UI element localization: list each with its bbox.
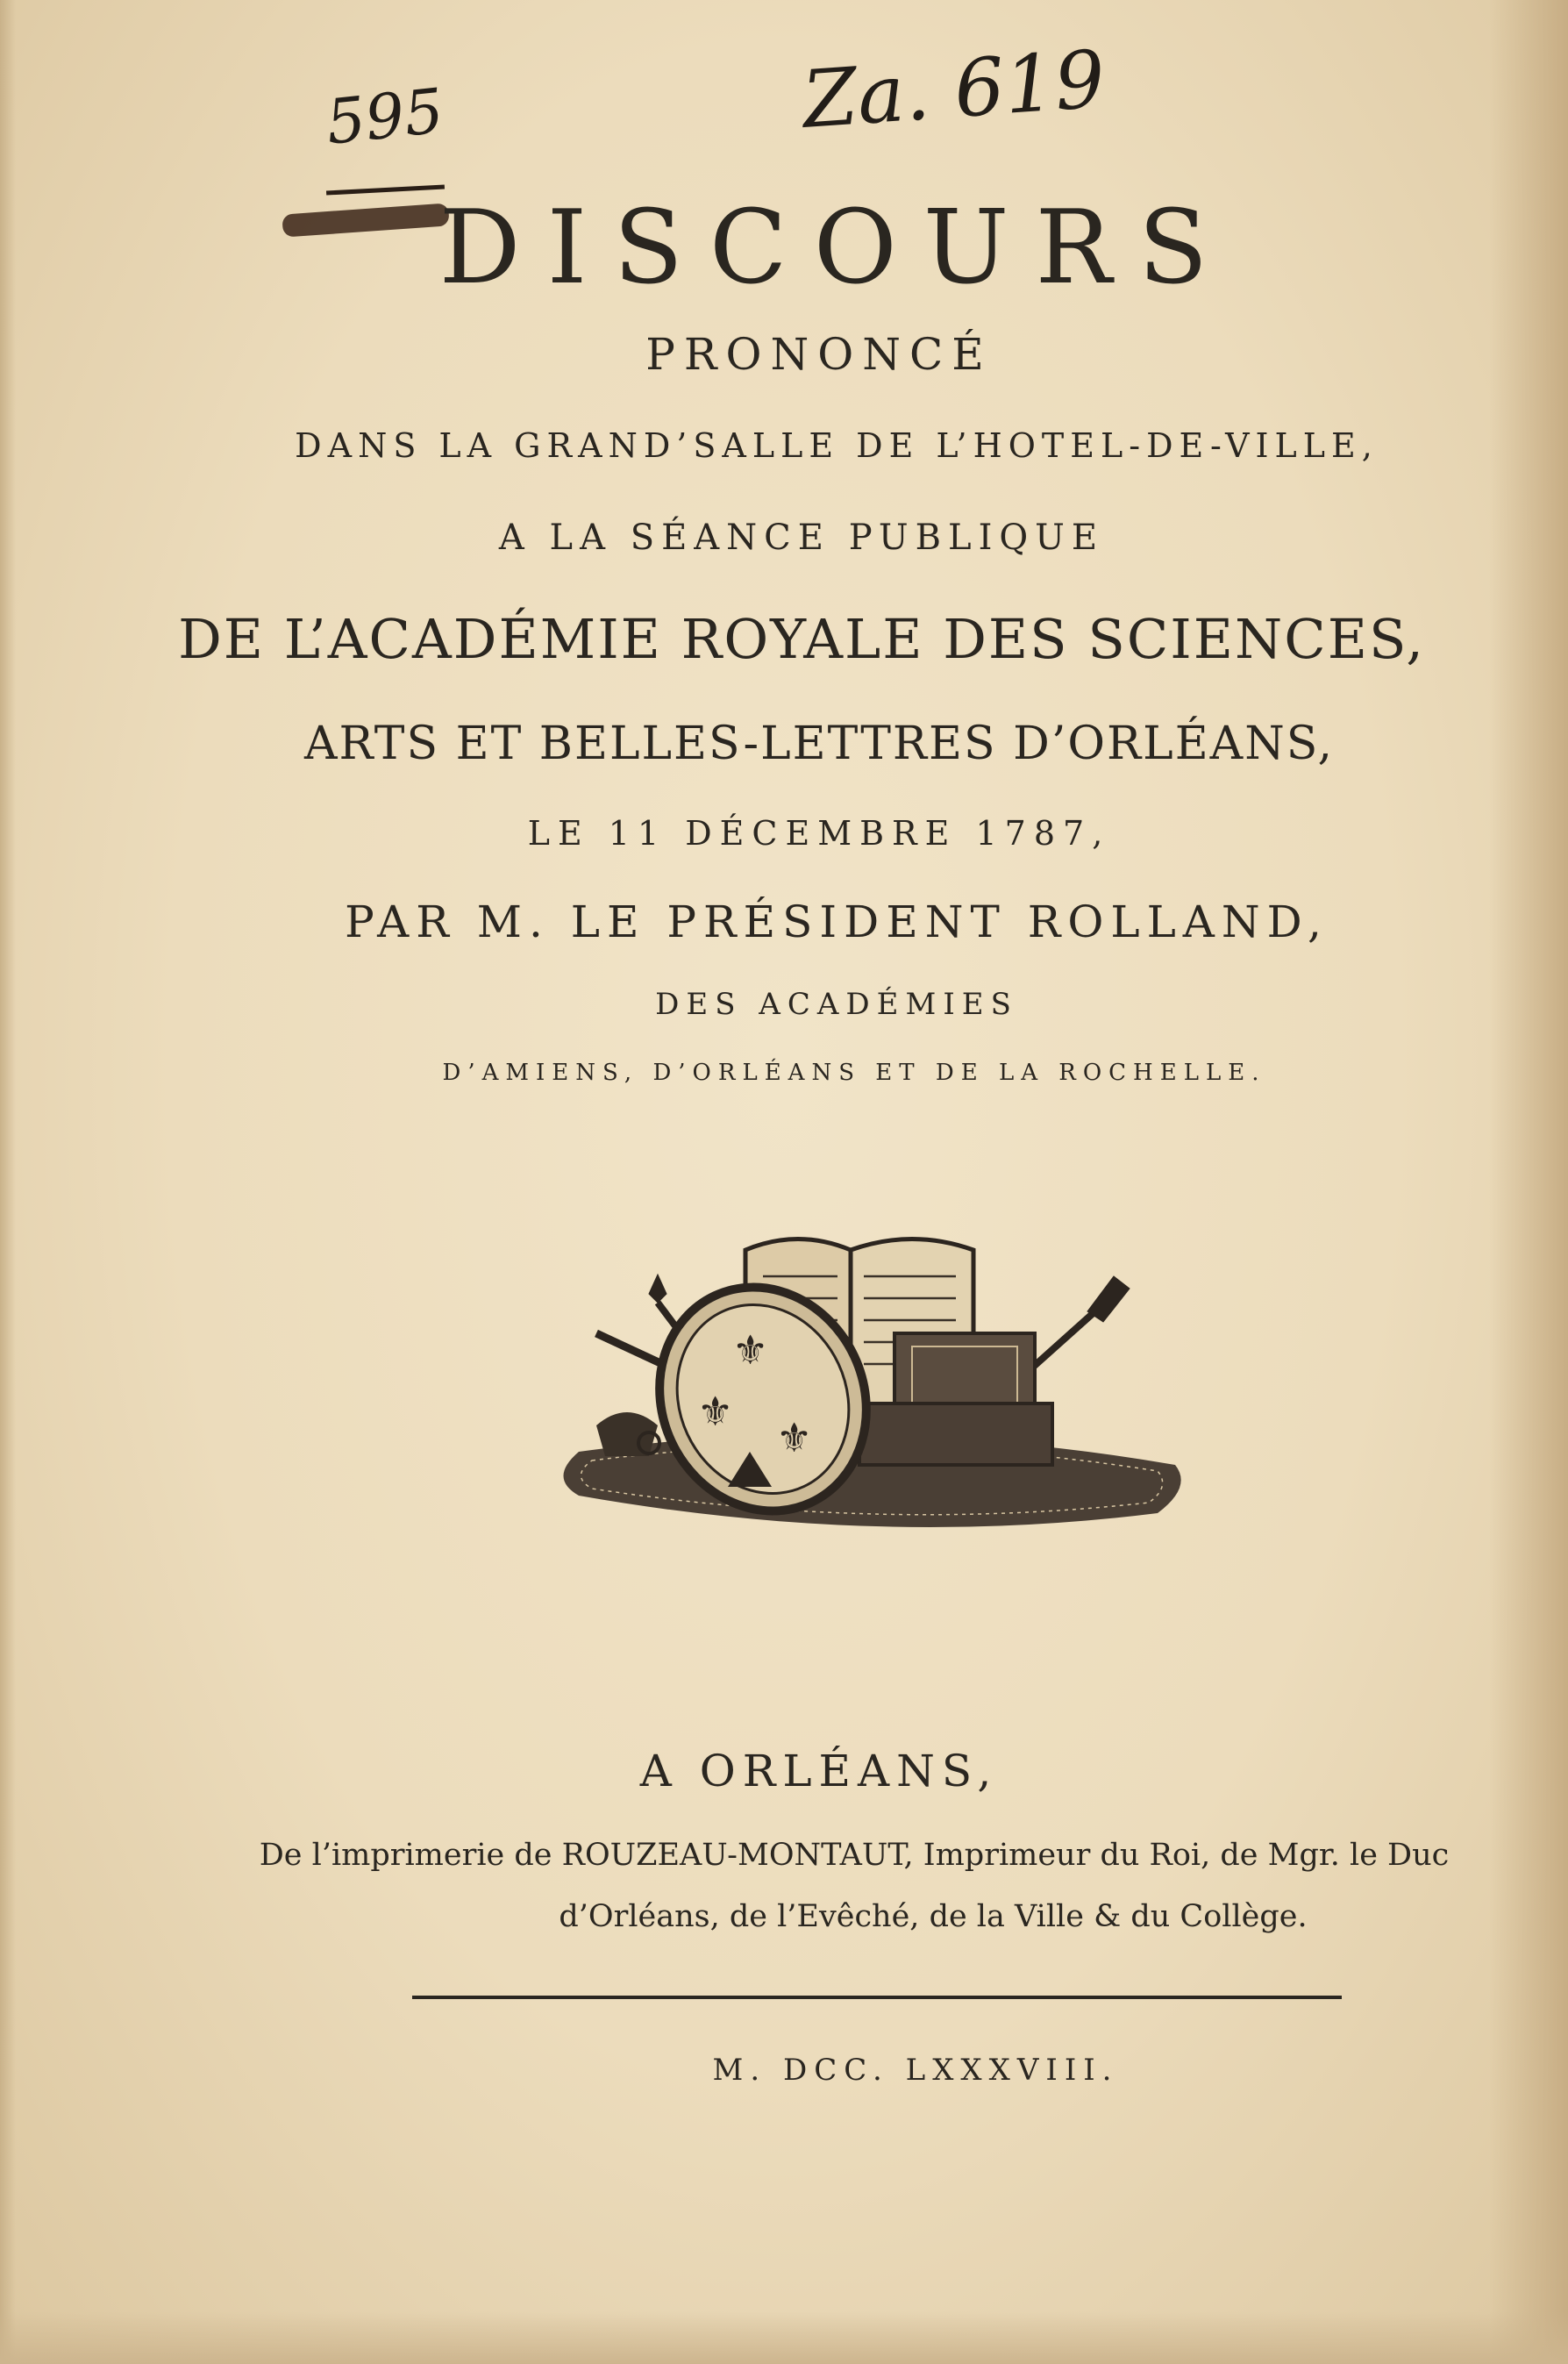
imprint-place: A ORLÉANS, (639, 1746, 999, 1796)
title-discours: DISCOURS (438, 189, 1235, 307)
handwritten-margin-note: 595 (323, 75, 447, 159)
engraved-vignette (544, 1224, 1193, 1592)
title-date: LE 11 DÉCEMBRE 1787, (527, 814, 1111, 853)
title-academy-line2: ARTS ET BELLES-LETTRES D’ORLÉANS, (303, 718, 1335, 770)
handwritten-call-number: Za. 619 (799, 33, 1108, 146)
title-prononce: PRONONCÉ (645, 329, 993, 380)
page-edge-bottom (0, 2311, 1568, 2364)
imprint-rule (412, 1996, 1342, 1999)
title-author: PAR M. LE PRÉSIDENT ROLLAND, (345, 896, 1329, 947)
imprint-printer-line2: d’Orléans, de l’Evêché, de la Ville & du Collège. (559, 1899, 1308, 1934)
title-academies-list: D’AMIENS, D’ORLÉANS ET DE LA ROCHELLE. (442, 1060, 1266, 1086)
svg-text:⚜: ⚜ (732, 1326, 769, 1374)
title-location: DANS LA GRAND’SALLE DE L’HOTEL-DE-VILLE, (295, 426, 1379, 465)
title-academies: DES ACADÉMIES (655, 987, 1018, 1022)
title-academy-line1: DE L’ACADÉMIE ROYALE DES SCIENCES, (178, 607, 1425, 671)
svg-text:⚜: ⚜ (776, 1414, 813, 1461)
title-session: A LA SÉANCE PUBLIQUE (498, 518, 1105, 558)
svg-text:⚜: ⚜ (697, 1388, 734, 1435)
imprint-year: M. DCC. LXXXVIII. (712, 2053, 1119, 2088)
imprint-printer-line1: De l’imprimerie de ROUZEAU-MONTAUT, Imprimeur du Roi, de Mgr. le Duc (259, 1838, 1450, 1873)
